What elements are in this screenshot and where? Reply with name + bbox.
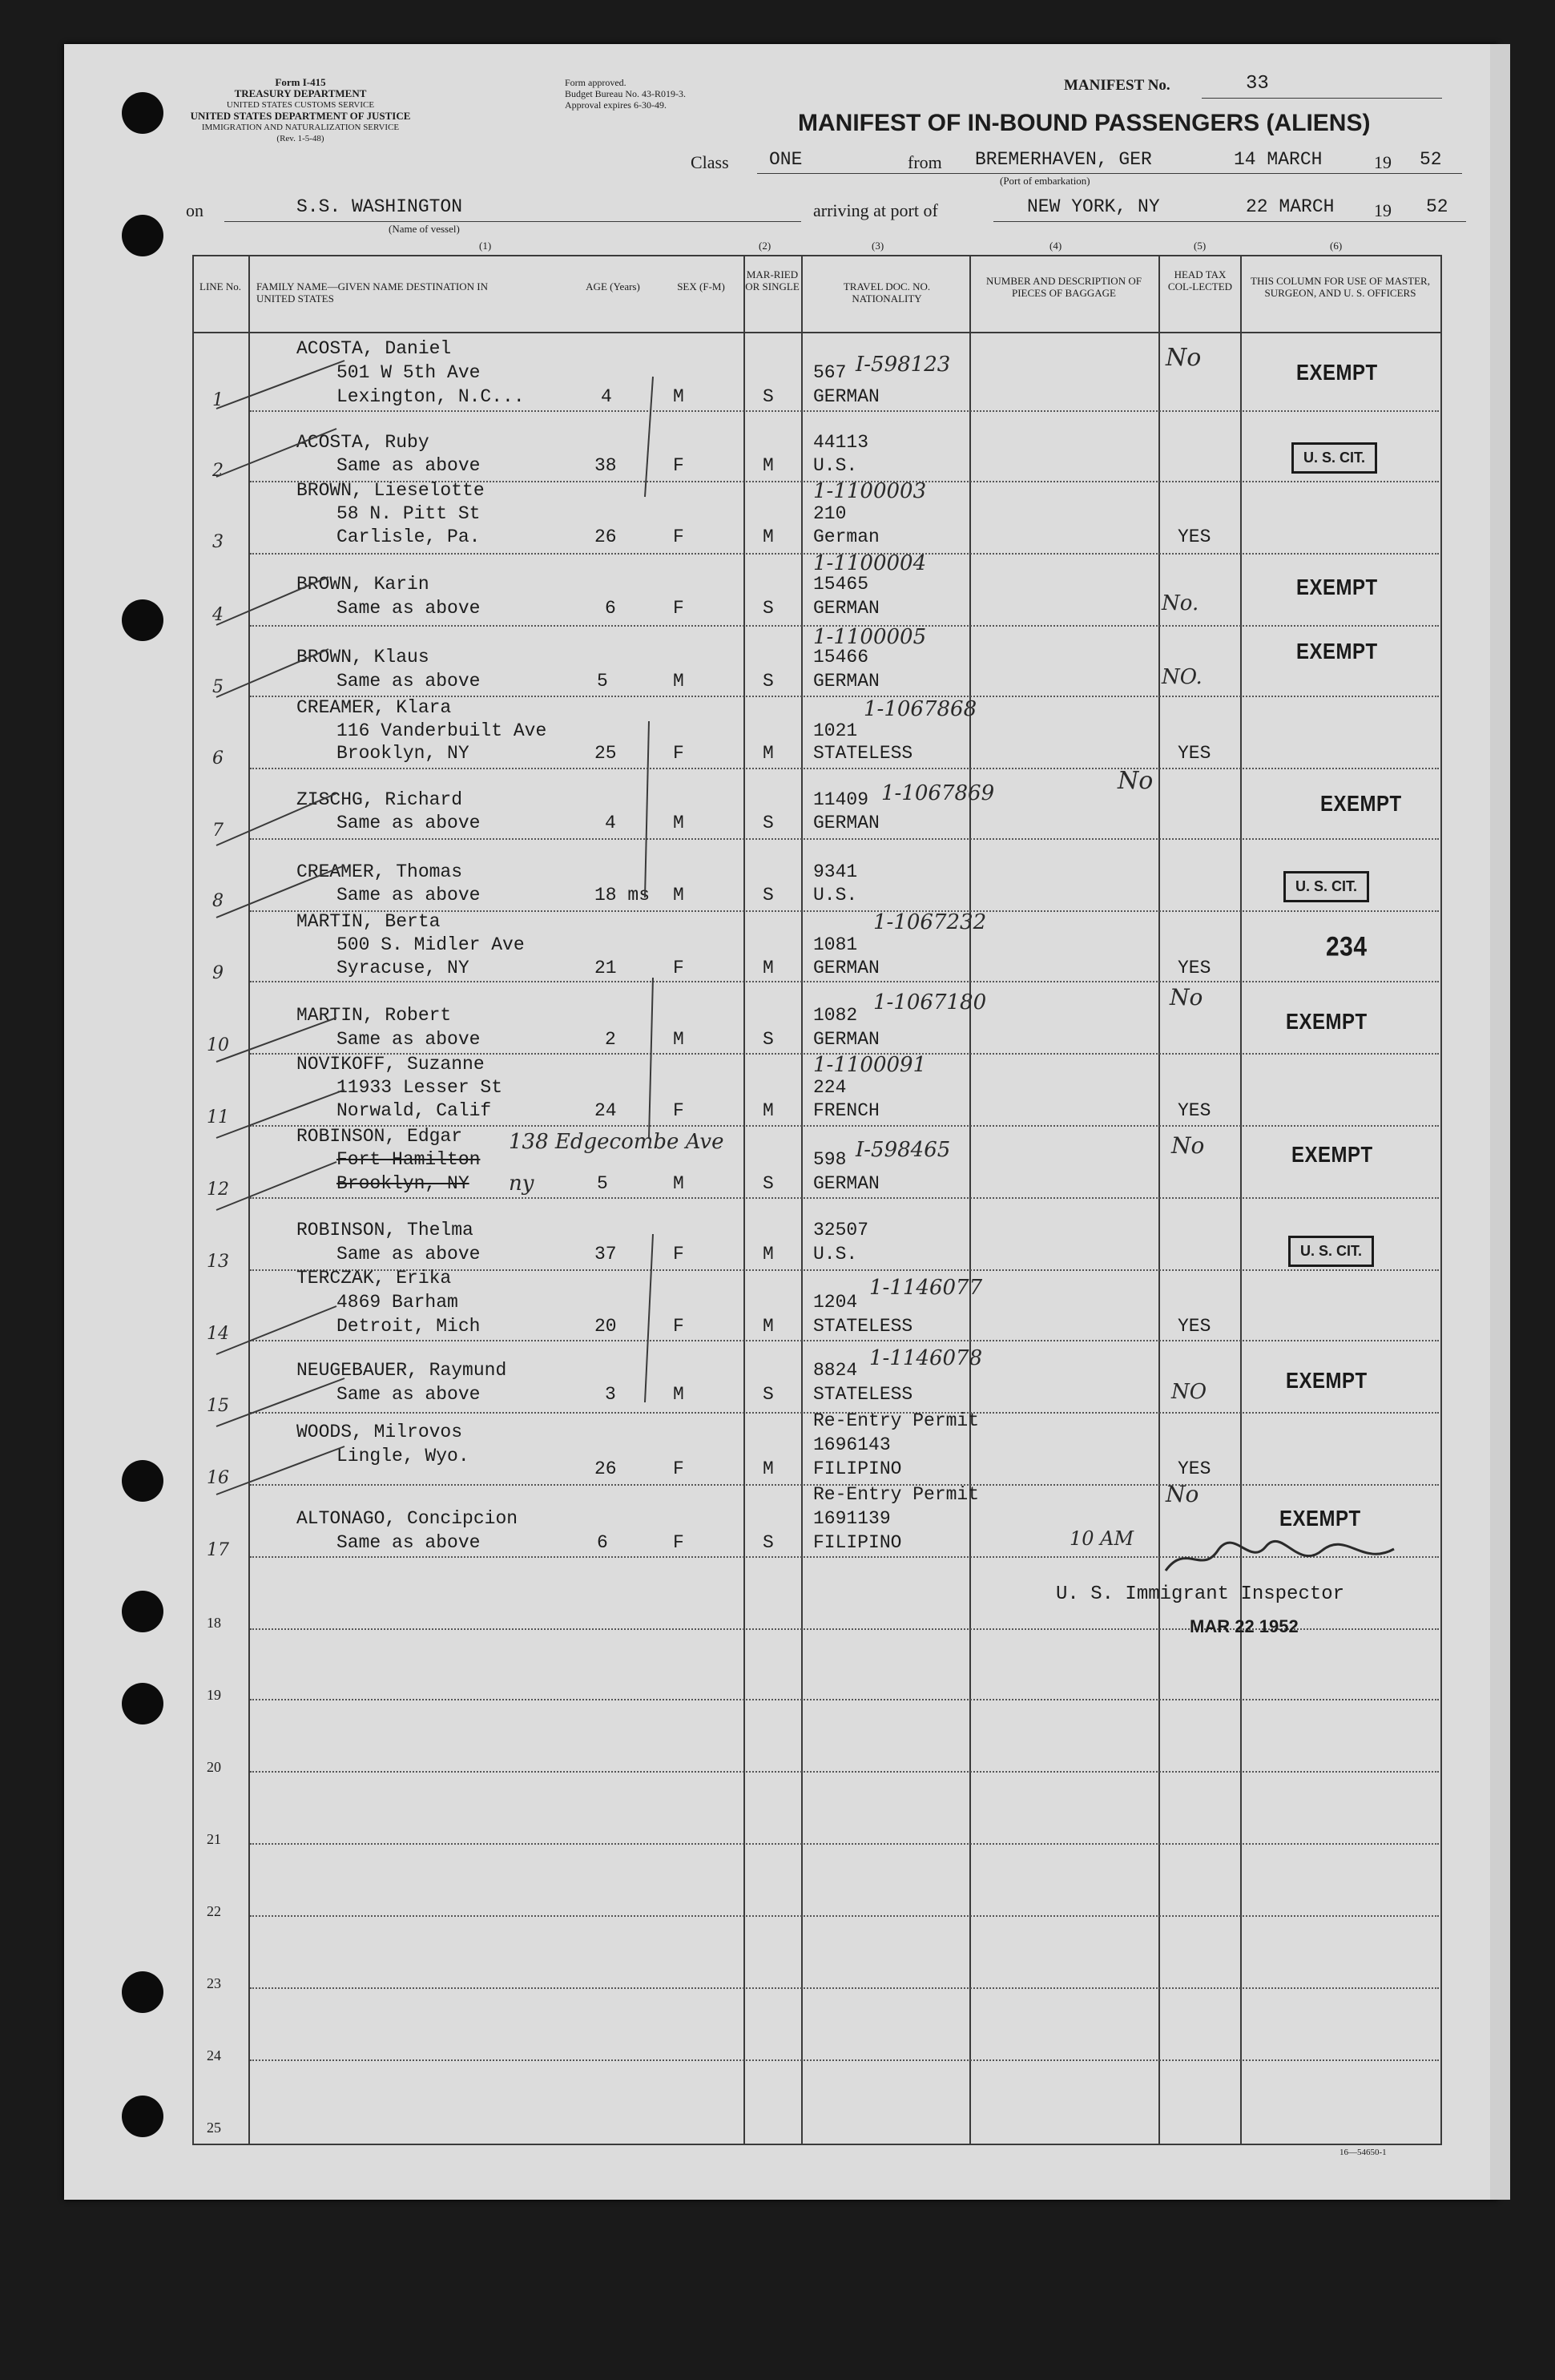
nationality: FRENCH [813,1100,880,1121]
header-head-tax: HEAD TAX COL-LECTED [1167,268,1233,292]
head-tax-handwritten: No [1166,1481,1199,1507]
line-number: 16 [207,1468,229,1488]
travel-doc-handwritten: 1-1146077 [869,1276,983,1300]
form-number: Form I-415 [275,76,326,88]
inspector-signature [1162,1535,1402,1583]
travel-doc: 44113 [813,432,869,453]
col-number: (1) [479,240,492,252]
travel-doc: 9341 [813,861,858,882]
age: 4 [601,386,612,407]
underline [224,221,801,222]
sex: M [673,813,684,833]
line-number: 8 [212,891,224,911]
marital-status: S [763,885,774,906]
line-number: 17 [207,1540,229,1560]
destination: 4869 Barham [336,1292,458,1313]
manifest-no-value: 33 [1246,73,1269,95]
nationality: FILIPINO [813,1532,902,1553]
manifest-title: MANIFEST OF IN-BOUND PASSENGERS (ALIENS) [798,110,1371,136]
nationality: German [813,526,880,547]
header-sex: SEX (F-M) [677,280,725,292]
treasury-dept: TREASURY DEPARTMENT [234,87,367,99]
passenger-name: NOVIKOFF, Suzanne [296,1054,485,1075]
table-border-left [192,255,194,2145]
head-tax-handwritten: No [1118,767,1154,795]
col-divider [743,255,745,2145]
sex: F [673,1244,684,1265]
exempt-stamp: EXEMPT [1296,575,1378,600]
sex: M [673,1029,684,1050]
travel-doc-handwritten: 1-1100005 [813,625,927,649]
sex: F [673,1316,684,1337]
destination: 58 N. Pitt St [336,503,481,524]
line-number: 21 [207,1831,221,1847]
depart-year: 52 [1420,149,1442,170]
travel-doc: 11409 [813,789,869,810]
arrival-time-handwritten: 10 AM [1070,1527,1134,1550]
travel-doc: 1082 [813,1005,858,1026]
line-number: 24 [207,2047,221,2063]
customs-service: UNITED STATES CUSTOMS SERVICE [226,100,375,110]
nationality: STATELESS [813,1384,913,1405]
sex: M [673,1384,684,1405]
sex: F [673,455,684,476]
exempt-stamp: EXEMPT [1291,1142,1373,1168]
table-border-right [1440,255,1442,2145]
nationality: GERMAN [813,671,880,692]
travel-doc: 224 [813,1077,847,1098]
col-number: (5) [1194,240,1207,252]
travel-doc-number: 1691139 [813,1508,891,1529]
destination: Same as above [336,598,481,619]
age: 5 [597,1173,608,1194]
destination: 500 S. Midler Ave [336,934,525,955]
ins-service: IMMIGRATION AND NATURALIZATION SERVICE [201,123,400,132]
nationality: GERMAN [813,386,880,407]
marital-status: M [763,1458,774,1479]
marital-status: S [763,671,774,692]
head-tax: YES [1178,958,1211,978]
marital-status: M [763,958,774,978]
age: 26 [594,1458,617,1479]
head-tax: YES [1178,526,1211,547]
passenger-name: ACOSTA, Daniel [296,338,452,359]
passenger-name: BROWN, Karin [296,574,429,595]
line-number: 25 [207,2120,221,2136]
line-number: 9 [212,963,224,983]
passenger-name: ROBINSON, Edgar [296,1126,463,1147]
destination: Lingle, Wyo. [336,1446,469,1466]
year-prefix: 19 [1374,200,1392,220]
approval-line: Form approved. [565,77,626,88]
nationality: STATELESS [813,743,913,764]
sex: M [673,671,684,692]
age: 21 [594,958,617,978]
line-number: 10 [207,1035,229,1055]
travel-doc: Re-Entry Permit [813,1410,980,1431]
line-number: 18 [207,1615,221,1631]
destination: 116 Vanderbuilt Ave [336,720,547,741]
age: 3 [605,1384,616,1405]
passenger-name: BROWN, Klaus [296,647,429,668]
travel-doc-handwritten: 1-1100003 [813,479,927,503]
head-tax-handwritten: NO. [1162,665,1203,689]
head-tax: YES [1178,1316,1211,1337]
sex: F [673,958,684,978]
passenger-name: CREAMER, Thomas [296,861,463,882]
justice-dept: UNITED STATES DEPARTMENT OF JUSTICE [190,110,411,122]
destination: Same as above [336,455,481,476]
row-separator [250,1699,1439,1700]
marital-status: S [763,1173,774,1194]
col-number: (2) [759,240,771,252]
destination: Same as above [336,813,481,833]
line-number: 14 [207,1324,229,1344]
age: 5 [597,671,608,692]
marital-status: S [763,1532,774,1553]
nationality: FILIPINO [813,1458,902,1479]
col-divider [1158,255,1160,2145]
header-baggage: NUMBER AND DESCRIPTION OF PIECES OF BAGGAGE [986,275,1142,299]
binder-hole [122,1460,163,1502]
sex: M [673,1173,684,1194]
col-number: (4) [1049,240,1062,252]
sex: F [673,526,684,547]
destination: Brooklyn, NY [336,1173,469,1194]
underline [757,173,1462,174]
passenger-name: MARTIN, Robert [296,1005,452,1026]
exempt-stamp: EXEMPT [1286,1368,1368,1394]
col-divider [1240,255,1242,2145]
col-divider [801,255,803,2145]
travel-doc: 1081 [813,934,858,955]
travel-doc: 1021 [813,720,858,741]
travel-doc-handwritten: 1-1100004 [813,551,927,575]
arriving-label: arriving at port of [813,200,938,220]
marital-status: S [763,386,774,407]
travel-doc: 210 [813,503,847,524]
nationality: GERMAN [813,813,880,833]
marital-status: M [763,1100,774,1121]
destination: 11933 Lesser St [336,1077,503,1098]
line-number: 7 [212,821,224,841]
header-travel-doc: TRAVEL DOC. NO. NATIONALITY [843,280,931,305]
travel-doc: 15465 [813,574,869,595]
destination: Syracuse, NY [336,958,469,978]
handwritten-address: 138 Edgecombe Ave [509,1130,724,1154]
destination: Norwald, Calif [336,1100,492,1121]
col-divider [969,255,971,2145]
year-prefix: 19 [1374,152,1392,172]
table-border-top [192,255,1442,256]
passenger-name: TERCZAK, Erika [296,1268,452,1289]
form-approval [565,77,686,111]
sex: F [673,1532,684,1553]
sex: F [673,1100,684,1121]
exempt-stamp: EXEMPT [1296,360,1378,385]
age: 4 [605,813,616,833]
age: 24 [594,1100,617,1121]
pencil-check-marks [200,337,697,1555]
travel-doc-number: 1696143 [813,1434,891,1455]
embark-note: (Port of embarkation) [1000,175,1090,187]
destination: Same as above [336,1029,481,1050]
binder-hole [122,599,163,641]
line-number: 19 [207,1687,221,1703]
class-value: ONE [769,149,803,170]
marital-status: S [763,1029,774,1050]
head-tax-handwritten: NO [1171,1380,1207,1404]
line-number: 1 [212,390,224,410]
destination: Lexington, N.C... [336,386,525,407]
destination: Carlisle, Pa. [336,526,481,547]
age: 25 [594,743,617,764]
nationality: U.S. [813,885,858,906]
row-separator [250,1915,1439,1917]
row-separator [250,1843,1439,1845]
header-line-no: LINE No. [199,280,241,292]
class-label: Class [691,152,729,172]
us-citizen-stamp: U. S. CIT. [1283,871,1369,902]
header-age: AGE (Years) [586,280,640,292]
travel-doc: Re-Entry Permit [813,1484,980,1505]
line-number: 22 [207,1903,221,1919]
inspector-title: U. S. Immigrant Inspector [1056,1583,1345,1605]
destination: Same as above [336,1384,481,1405]
head-tax: YES [1178,1458,1211,1479]
sex: F [673,743,684,764]
line-number: 11 [207,1107,229,1127]
travel-doc: 15466 [813,647,869,668]
on-label: on [186,200,203,220]
underline [993,221,1466,222]
marital-status: M [763,455,774,476]
nationality: U.S. [813,1244,858,1265]
age: 20 [594,1316,617,1337]
form-revision: (Rev. 1-5-48) [276,134,324,143]
travel-doc-handwritten: 1-1067180 [873,990,987,1015]
vessel-note: (Name of vessel) [389,223,460,235]
destination: Fort Hamilton [336,1149,481,1170]
sex: F [673,598,684,619]
sex: F [673,1458,684,1479]
passenger-name: ROBINSON, Thelma [296,1220,473,1240]
from-label: from [908,152,942,172]
marital-status: S [763,598,774,619]
nationality: U.S. [813,455,858,476]
binder-hole [122,215,163,256]
exempt-stamp: EXEMPT [1279,1506,1361,1531]
travel-doc-handwritten: I-598123 [856,353,951,377]
binder-hole [122,1591,163,1632]
destination: Same as above [336,1244,481,1265]
age: 6 [597,1532,608,1553]
nationality: STATELESS [813,1316,913,1337]
line-number: 23 [207,1975,221,1991]
destination: Same as above [336,885,481,906]
stamp-number: 234 [1326,931,1368,962]
nationality: GERMAN [813,958,880,978]
from-value: BREMERHAVEN, GER [975,149,1152,170]
age: 2 [605,1029,616,1050]
age: 18 ms [594,885,651,906]
head-tax: YES [1178,1100,1211,1121]
table-border-bottom [192,2144,1442,2145]
head-tax: YES [1178,743,1211,764]
line-number: 4 [212,605,224,625]
row-separator [250,1771,1439,1773]
marital-status: M [763,1316,774,1337]
sex: M [673,386,684,407]
arrival-year: 52 [1426,196,1448,217]
age: 38 [594,455,617,476]
header-married: MAR-RIED OR SINGLE [745,268,800,292]
nationality: GERMAN [813,1173,880,1194]
destination: Detroit, Mich [336,1316,481,1337]
line-number: 20 [207,1759,221,1775]
nationality: GERMAN [813,598,880,619]
travel-doc: 1204 [813,1292,858,1313]
passenger-name: ZISCHG, Richard [296,789,463,810]
binder-hole [122,1683,163,1724]
passenger-name: CREAMER, Klara [296,697,452,718]
travel-doc: 598 [813,1149,847,1170]
travel-doc: 567 [813,362,847,383]
destination: 501 W 5th Ave [336,362,481,383]
travel-doc-handwritten: 1-1067868 [864,697,977,721]
destination: Brooklyn, NY [336,743,469,764]
head-tax-handwritten: No [1166,344,1202,372]
inspector-date-stamp: MAR 22 1952 [1190,1616,1299,1636]
form-agency-block [180,77,421,144]
form-code: 16—54650-1 [1339,2148,1387,2157]
arrival-port: NEW YORK, NY [1027,196,1160,217]
destination: Same as above [336,1532,481,1553]
travel-doc-handwritten: 1-1067232 [873,910,987,934]
nationality: GERMAN [813,1029,880,1050]
passenger-name: ACOSTA, Ruby [296,432,429,453]
header-name: FAMILY NAME—GIVEN NAME DESTINATION IN UNITED STATES [256,280,489,305]
approval-line: Budget Bureau No. 43-R019-3. [565,88,686,99]
travel-doc: 8824 [813,1360,858,1381]
page-edge [1490,44,1510,2200]
passenger-name: NEUGEBAUER, Raymund [296,1360,507,1381]
row-separator [250,2059,1439,2061]
binder-hole [122,92,163,134]
age: 37 [594,1244,617,1265]
approval-line: Approval expires 6-30-49. [565,99,667,111]
arrival-date: 22 MARCH [1246,196,1335,217]
exempt-stamp: EXEMPT [1320,791,1402,817]
marital-status: M [763,1244,774,1265]
binder-hole [122,1971,163,2013]
binder-hole [122,2096,163,2137]
marital-status: S [763,813,774,833]
manifest-no-label: MANIFEST No. [1064,77,1170,94]
exempt-stamp: EXEMPT [1296,639,1378,664]
age: 26 [594,526,617,547]
travel-doc-handwritten: 1-1146078 [869,1346,983,1370]
age: 6 [605,598,616,619]
table-header-bottom [192,332,1442,333]
passenger-name: WOODS, Milrovos [296,1422,463,1442]
passenger-name: MARTIN, Berta [296,911,441,932]
vessel-name: S.S. WASHINGTON [296,196,463,217]
line-number: 2 [212,461,224,481]
row-separator [250,1987,1439,1989]
marital-status: M [763,526,774,547]
head-tax-handwritten: No [1170,984,1203,1010]
passenger-name: ALTONAGO, Concipcion [296,1508,518,1529]
underline [1202,98,1442,99]
us-citizen-stamp: U. S. CIT. [1291,442,1377,474]
head-tax-handwritten: No. [1162,591,1199,615]
col-number: (6) [1330,240,1343,252]
head-tax-handwritten: No [1171,1132,1205,1159]
us-citizen-stamp: U. S. CIT. [1288,1236,1374,1267]
marital-status: S [763,1384,774,1405]
line-number: 12 [207,1180,229,1200]
header-officers: THIS COLUMN FOR USE OF MASTER, SURGEON, AND U. S. OFFICERS [1251,275,1430,299]
col-number: (3) [872,240,884,252]
line-number: 6 [212,748,224,768]
exempt-stamp: EXEMPT [1286,1009,1368,1035]
sex: M [673,885,684,906]
destination: Same as above [336,671,481,692]
travel-doc-handwritten: 1-1067869 [881,781,995,805]
depart-date: 14 MARCH [1234,149,1323,170]
travel-doc-handwritten: I-598465 [856,1138,951,1162]
line-number: 5 [212,677,224,697]
handwritten-state: ny [509,1172,534,1196]
line-number: 3 [212,532,224,552]
line-number: 13 [207,1252,229,1272]
line-number: 15 [207,1396,229,1416]
marital-status: M [763,743,774,764]
travel-doc: 32507 [813,1220,869,1240]
travel-doc-handwritten: 1-1100091 [813,1053,927,1077]
passenger-name: BROWN, Lieselotte [296,480,485,501]
